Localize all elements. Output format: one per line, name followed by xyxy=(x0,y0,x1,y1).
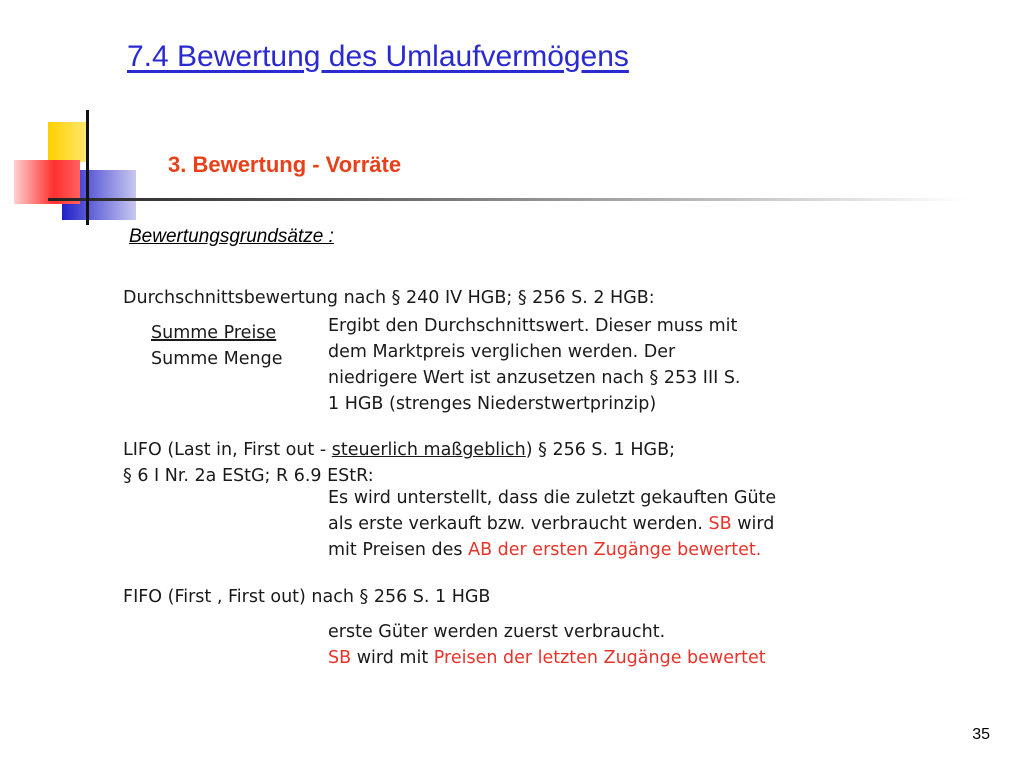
fifo-line-2-text: wird mit xyxy=(351,648,434,668)
lifo-heading xyxy=(123,437,675,489)
durchschnitt-heading: Durchschnittsbewertung nach § 240 IV HGB; § 256 S. 2 HGB: xyxy=(123,288,655,308)
fifo-line-1: erste Güter werden zuerst verbraucht. xyxy=(328,622,666,642)
section-label: Bewertungsgrundsätze : xyxy=(129,226,334,247)
page-number: 35 xyxy=(972,726,990,743)
durchschnitt-line-3: niedrigere Wert ist anzusetzen nach § 253 III S. xyxy=(328,368,741,388)
decorative-corner-graphic xyxy=(0,100,1000,230)
section-subtitle: 3. Bewertung - Vorräte xyxy=(168,152,402,177)
durchschnitt-line-4: 1 HGB (strenges Niederstwertprinzip) xyxy=(328,394,657,414)
fifo-prices-term: Preisen der letzten Zugänge bewertet xyxy=(433,648,766,668)
lifo-heading-line-2: § 6 I Nr. 2a EStG; R 6.9 EStR: xyxy=(123,466,374,486)
lifo-line-1: Es wird unterstellt, dass die zuletzt gekauften Güte xyxy=(328,488,777,508)
fifo-sb-term: SB xyxy=(328,648,352,668)
durchschnitt-description xyxy=(328,313,741,417)
page-title[interactable]: 7.4 Bewertung des Umlaufvermögens xyxy=(127,40,629,73)
lifo-line-2-text: als erste verkauft bzw. verbraucht werden. xyxy=(328,514,709,534)
horizontal-divider xyxy=(48,198,968,201)
red-bar xyxy=(14,160,80,204)
lifo-ab-term: AB der ersten Zugänge bewertet. xyxy=(468,540,762,560)
lifo-description xyxy=(328,485,776,563)
durchschnitt-line-2: dem Marktpreis verglichen werden. Der xyxy=(328,342,676,362)
fifo-line-2 xyxy=(328,645,766,671)
lifo-sb-term: SB xyxy=(708,514,732,534)
fifo-heading: FIFO (First , First out) nach § 256 S. 1 HGB xyxy=(123,587,491,607)
lifo-line-2 xyxy=(328,511,776,537)
lifo-line-3 xyxy=(328,537,776,563)
durchschnitt-line-1: Ergibt den Durchschnittswert. Dieser muss mit xyxy=(328,316,738,336)
vertical-divider xyxy=(86,110,89,225)
lifo-line-2-end: wird xyxy=(731,514,775,534)
lifo-heading-suffix: ) § 256 S. 1 HGB; xyxy=(525,440,675,460)
formula-fraction xyxy=(151,320,282,372)
lifo-heading-prefix: LIFO (Last in, First out - xyxy=(123,440,332,460)
fifo-description xyxy=(328,619,766,671)
yellow-square xyxy=(48,122,88,162)
lifo-line-3-text: mit Preisen des xyxy=(328,540,469,560)
formula-denominator: Summe Menge xyxy=(151,349,283,369)
formula-numerator: Summe Preise xyxy=(151,323,277,343)
lifo-heading-link[interactable]: steuerlich maßgeblich xyxy=(331,440,526,460)
